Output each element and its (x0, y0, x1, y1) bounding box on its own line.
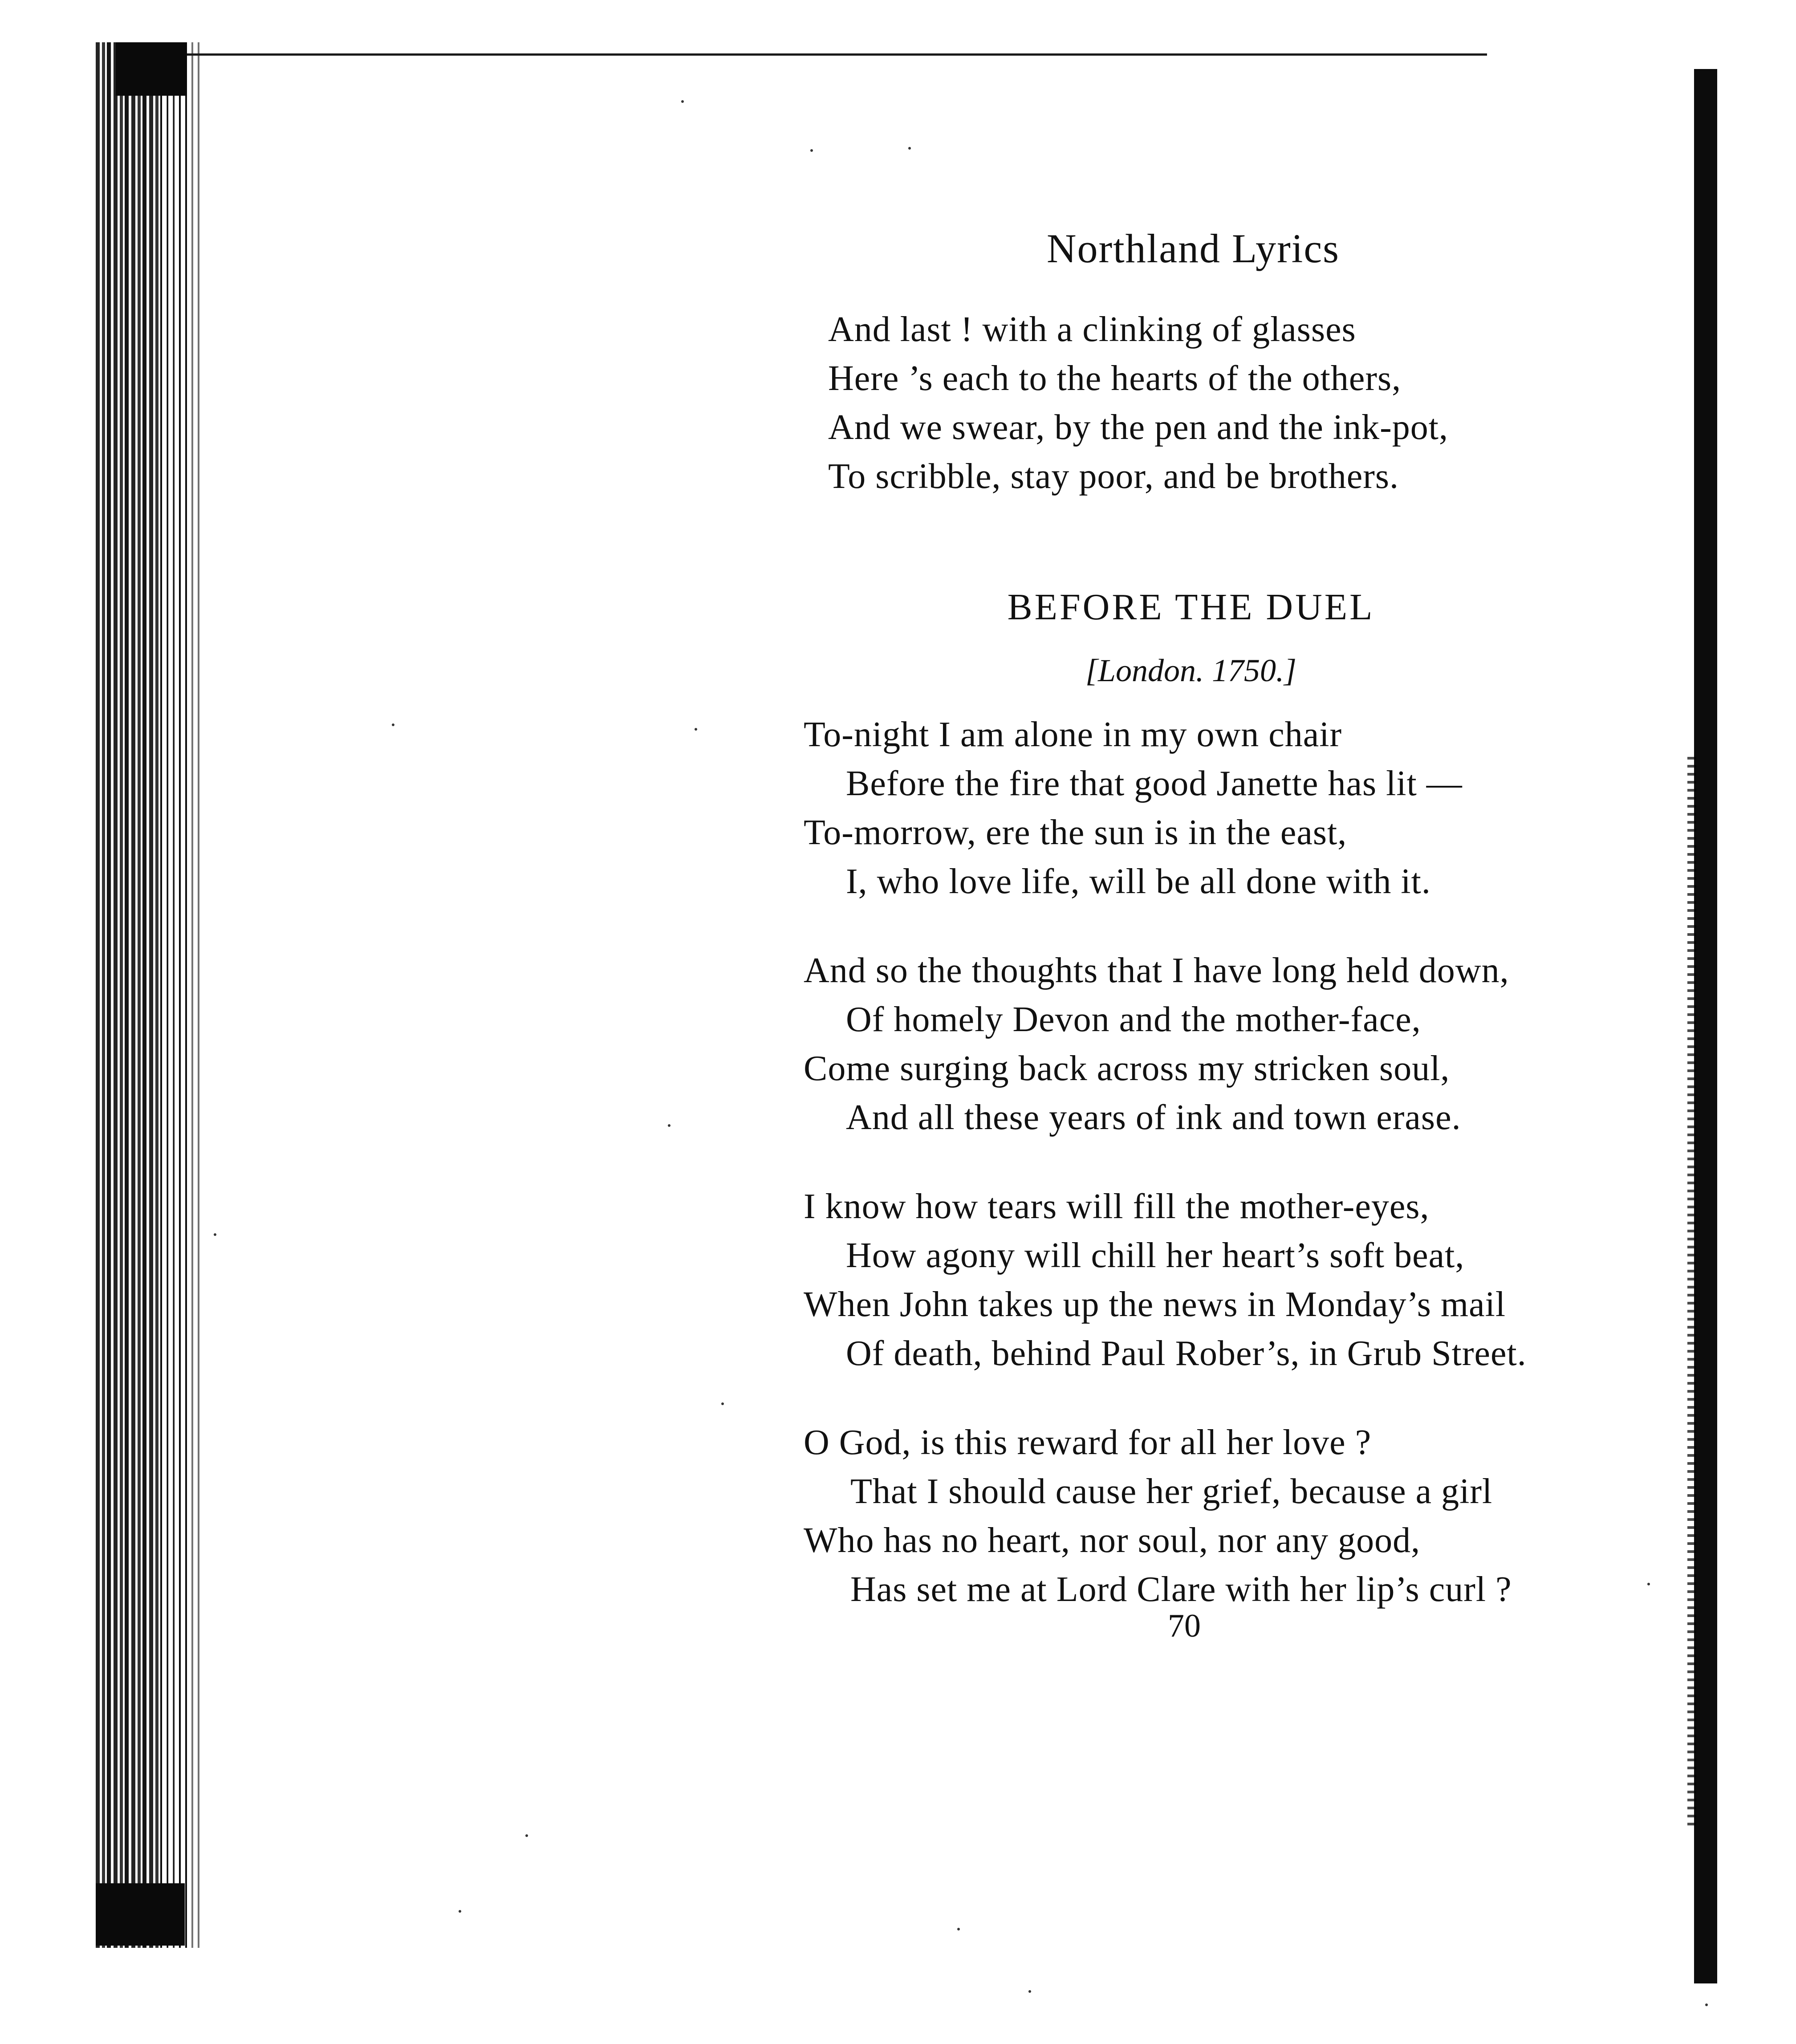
stanza-4-line-4: Has set me at Lord Clare with her lip’s curl ? (850, 1570, 1512, 1609)
binding-edge-left-top (116, 42, 187, 96)
scan-speck (681, 100, 684, 103)
stanza-4-line-3: Who has no heart, nor soul, nor any good, (804, 1521, 1421, 1560)
scan-speck (525, 1834, 528, 1837)
stanza-3-line-1: I know how tears will fill the mother-eyes, (804, 1187, 1430, 1226)
stanza-2-line-3: Come surging back across my stricken soul, (804, 1049, 1450, 1088)
header-rule (187, 53, 1487, 56)
scan-speck (721, 1402, 724, 1405)
scan-speck (459, 1910, 461, 1913)
scan-speck (1028, 1990, 1031, 1993)
stanza-1-line-3: To-morrow, ere the sun is in the east, (804, 813, 1347, 852)
scan-speck (668, 1124, 670, 1127)
scan-speck (908, 147, 911, 150)
stanza-3-line-2: How agony will chill her heart’s soft beat, (846, 1236, 1465, 1275)
poem-title: BEFORE THE DUEL (1007, 586, 1375, 628)
binding-edge-right (1694, 69, 1717, 1983)
stanza-2-line-2: Of homely Devon and the mother-face, (846, 1000, 1421, 1039)
scan-speck (810, 149, 813, 152)
scan-speck (214, 1233, 216, 1236)
intro-line-2: Here ’s each to the hearts of the others, (828, 359, 1402, 398)
binding-edge-right-fringe (1687, 757, 1696, 1825)
intro-line-4: To scribble, stay poor, and be brothers. (828, 457, 1399, 496)
scan-speck (392, 723, 394, 726)
intro-line-1: And last ! with a clinking of glasses (828, 310, 1356, 349)
stanza-4-line-2: That I should cause her grief, because a girl (850, 1472, 1493, 1511)
stanza-1-line-4: I, who love life, will be all done with it. (846, 862, 1431, 901)
scan-speck (1705, 2003, 1708, 2006)
stanza-1-line-2: Before the fire that good Janette has lit — (846, 764, 1463, 803)
stanza-2-line-1: And so the thoughts that I have long held down, (804, 951, 1509, 990)
intro-line-3: And we swear, by the pen and the ink-pot, (828, 408, 1448, 447)
stanza-1-line-1: To-night I am alone in my own chair (804, 715, 1342, 754)
scan-speck (695, 728, 697, 731)
scan-speck (1647, 1583, 1650, 1585)
binding-edge-left-fade (160, 42, 200, 1948)
poem-subtitle: [London. 1750.] (1085, 653, 1297, 688)
binding-edge-left-bottom (96, 1883, 185, 1946)
running-head: Northland Lyrics (1047, 226, 1340, 271)
stanza-4-line-1: O God, is this reward for all her love ? (804, 1423, 1372, 1462)
scan-speck (957, 1928, 960, 1930)
stanza-2-line-4: And all these years of ink and town erase. (846, 1098, 1461, 1137)
stanza-3-line-4: Of death, behind Paul Rober’s, in Grub Street. (846, 1334, 1527, 1373)
stanza-3-line-3: When John takes up the news in Monday’s mail (804, 1285, 1506, 1324)
page-number: 70 (1168, 1608, 1201, 1644)
